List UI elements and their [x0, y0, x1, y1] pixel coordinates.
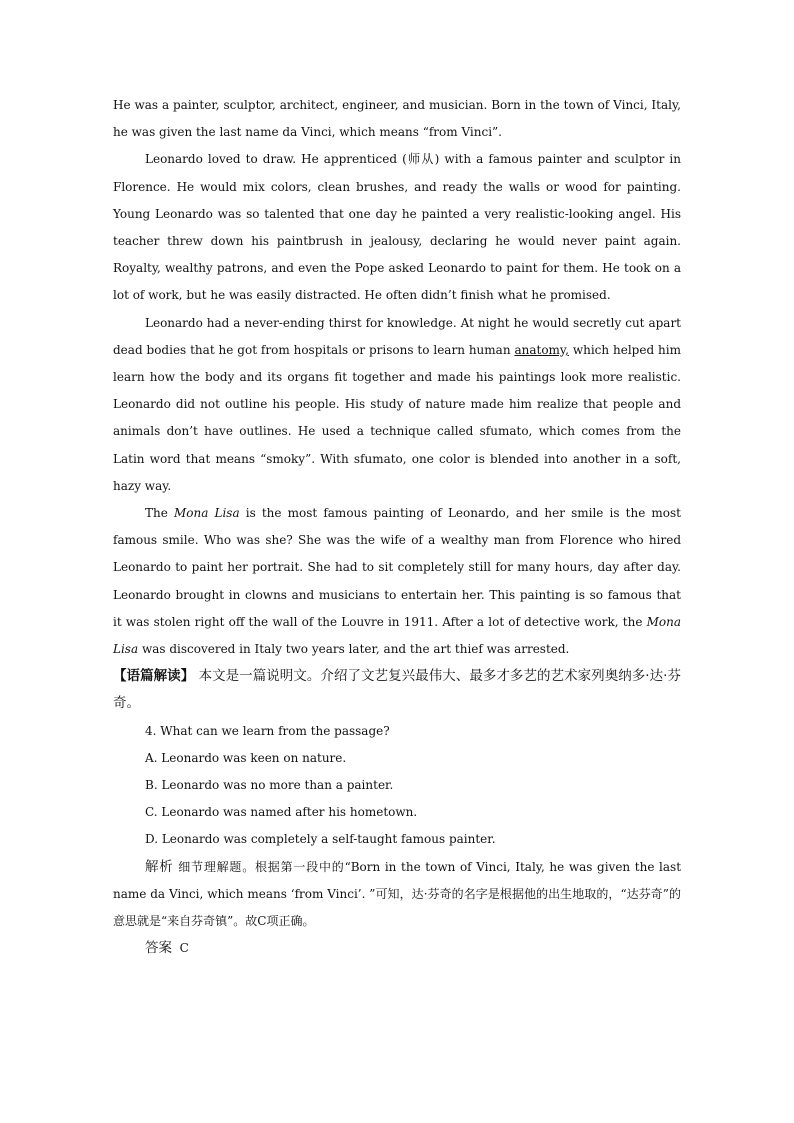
underlined-word-anatomy: anatomy,: [514, 342, 569, 357]
paragraph-4-text-a: The: [145, 506, 174, 521]
answer-spacer: [172, 941, 180, 955]
paragraph-4-text-b: is the most famous painting of Leonardo, and her smile is the most famous smile. Who was she? She was the wife of a wealthy man from Florence who hired Leonardo to paint her portrait. She had to sit completely still for many hours, day after day. Leonardo brought in clowns and musicians to entertain her. This painting is so famous that it was stolen right off the wall of the Louvre in 1911. After a lot of detective work, the: [113, 506, 682, 629]
analysis-text: 本文是一篇说明文。介绍了文艺复兴最伟大、最多才多艺的艺术家列奥纳多·达·芬奇。: [113, 668, 682, 712]
question-option: A. Leonardo was keen on nature.: [145, 750, 347, 765]
paragraph-1: He was a painter, sculptor, architect, engineer, and musician. Born in the town of Vinci, Italy, he was given the last name da Vinci, which means “from Vinci”.: [113, 98, 681, 140]
analysis-label: 【语篇解读】: [113, 668, 195, 685]
question-option: B. Leonardo was no more than a painter.: [145, 778, 394, 793]
answer-label: 答案: [145, 940, 172, 957]
question-option: C. Leonardo was named after his hometown.: [145, 805, 418, 820]
painting-title: Mona Lisa: [113, 614, 681, 657]
explanation: [113, 854, 681, 936]
answer-value: C: [179, 941, 189, 956]
paragraph-3-text-b: which helped him learn how the body and its organs fit together and made his paintings look more realistic. Leonardo did not outline his people. His study of nature made him realize that people and animals don’t have outlines. He used a technique called sfumato, which comes from the Latin word that means “smoky”. With sfumato, one color is blended into another in a soft, hazy way.: [113, 342, 682, 493]
answer: [113, 935, 681, 962]
document-body: [113, 92, 681, 963]
paragraph-3: [113, 310, 681, 500]
paragraph-3-text-a: Leonardo had a never-ending thirst for knowledge. At night he would secretly cut apart dead bodies that he got from hospitals or prisons to learn human: [113, 315, 681, 357]
passage-analysis: [113, 663, 681, 717]
question-stem: 4. What can we learn from the passage?: [145, 723, 390, 738]
explanation-text: 细节理解题。根据第一段中的“Born in the town of Vinci, Italy, he was given the last name da Vinci, which means ‘from Vinci’. ”可知，达·芬奇的名字是根据他的出生地取的，“达芬奇”的意思就是“来自芬奇镇”。故C项正确。: [113, 859, 682, 929]
question-option: D. Leonardo was completely a self-taught famous painter.: [145, 832, 496, 847]
explanation-label: 解析: [145, 858, 174, 875]
paragraph-4-text-c: was discovered in Italy two years later, and the art thief was arrested.: [138, 642, 570, 657]
paragraph-2: Leonardo loved to draw. He apprenticed (师从) with a famous painter and sculptor in Florence. He would mix colors, clean brushes, and ready the walls or wood for painting. Young Leonardo was so talented that one day he painted a very realistic-looking angel. His teacher threw down his paintbrush in jealousy, declaring he would never paint again. Royalty, wealthy patrons, and even the Pope asked Leonardo to paint for them. He took on a lot of work, but he was easily distracted. He often didn’t finish what he promised.: [113, 152, 681, 303]
painting-title: Mona Lisa: [173, 506, 240, 521]
paragraph-4: [113, 500, 681, 663]
